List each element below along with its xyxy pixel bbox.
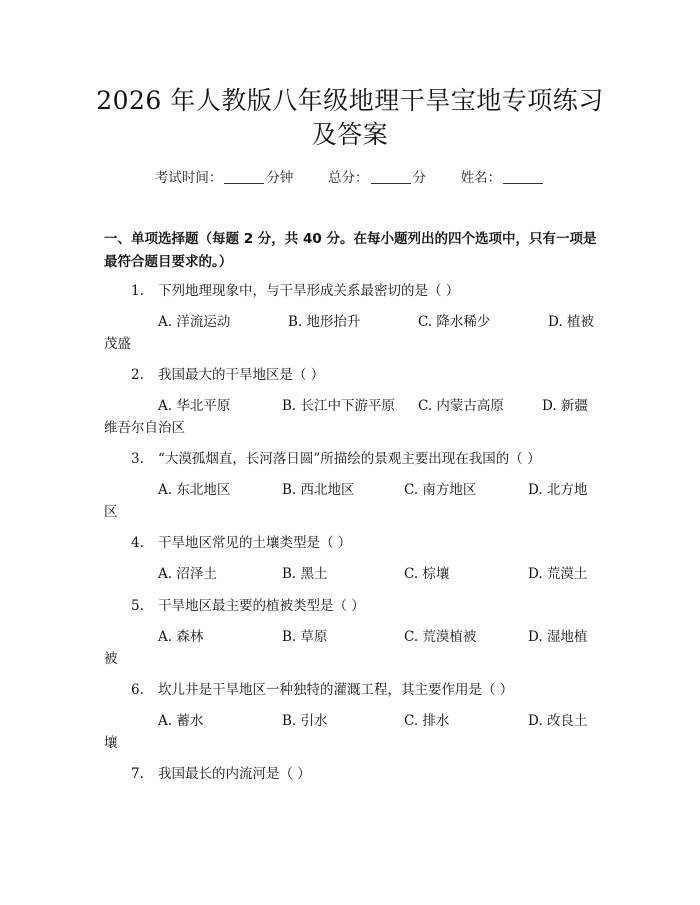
question-2: [131, 365, 601, 385]
option-c[interactable]: C. 排水: [404, 713, 450, 729]
question-7: [131, 764, 601, 784]
question-1-options: [104, 311, 600, 355]
exam-info: [0, 168, 700, 188]
question-4-options: [104, 563, 600, 585]
option-d[interactable]: D. 荒漠土: [528, 566, 588, 582]
option-a[interactable]: A. 蓄水: [158, 713, 204, 729]
time-field: [155, 168, 294, 188]
question-number: 4.: [131, 535, 144, 551]
option-b[interactable]: B. 黑土: [282, 566, 328, 582]
question-2-options: [104, 395, 600, 439]
question-text: 干旱地区常见的土壤类型是（ ）: [158, 535, 352, 551]
option-d-continued: 区: [104, 504, 118, 520]
section-heading-line-1: 一、单项选择题（每题 2 分，共 40 分。在每小题列出的四个选项中，只有一项是: [104, 231, 597, 247]
name-field: [461, 168, 546, 188]
time-unit: 分钟: [266, 170, 294, 186]
option-c[interactable]: C. 棕壤: [404, 566, 450, 582]
section-heading-line-2: 最符合题目要求的。）: [104, 254, 233, 270]
option-d[interactable]: D. 改良土: [528, 713, 588, 729]
option-a[interactable]: A. 森林: [158, 629, 204, 645]
option-a[interactable]: A. 洋流运动: [158, 314, 231, 330]
option-c[interactable]: C. 荒漠植被: [404, 629, 477, 645]
score-blank: [371, 169, 411, 184]
score-label: 总分：: [328, 170, 369, 186]
question-6: [131, 680, 601, 700]
question-text: 坎儿井是干旱地区一种独特的灌溉工程，其主要作用是（ ）: [158, 682, 514, 698]
option-d[interactable]: D. 北方地: [528, 482, 588, 498]
option-b[interactable]: B. 长江中下游平原: [282, 398, 396, 414]
option-a[interactable]: A. 沼泽土: [158, 566, 217, 582]
question-text: “大漠孤烟直，长河落日圆”所描绘的景观主要出现在我国的（ ）: [158, 451, 541, 467]
question-3-options: [104, 479, 600, 523]
option-d[interactable]: D. 植被: [548, 314, 594, 330]
option-b[interactable]: B. 西北地区: [282, 482, 355, 498]
option-c[interactable]: C. 内蒙古高原: [418, 398, 504, 414]
section-heading: [104, 228, 604, 274]
question-number: 7.: [131, 766, 144, 782]
question-number: 3.: [131, 451, 144, 467]
option-d-continued: 被: [104, 651, 118, 667]
name-label: 姓名：: [460, 170, 502, 186]
question-number: 2.: [131, 367, 144, 383]
option-c[interactable]: C. 南方地区: [404, 482, 477, 498]
option-b[interactable]: B. 草原: [282, 629, 328, 645]
question-1: [131, 281, 601, 301]
question-number: 6.: [131, 682, 144, 698]
option-d[interactable]: D. 湿地植: [528, 629, 588, 645]
question-5-options: [104, 626, 600, 670]
time-label: 考试时间：: [154, 170, 223, 186]
question-3: [131, 449, 601, 469]
score-field: [328, 168, 426, 188]
option-d-continued: 茂盛: [104, 336, 131, 352]
question-6-options: [104, 710, 600, 754]
name-blank: [503, 169, 543, 184]
option-a[interactable]: A. 东北地区: [158, 482, 231, 498]
question-5: [131, 596, 601, 616]
option-d-continued: 维吾尔自治区: [104, 420, 185, 436]
question-text: 下列地理现象中，与干旱形成关系最密切的是（ ）: [158, 283, 460, 299]
document-title-line-2: 及答案: [311, 120, 389, 149]
question-text: 我国最长的内流河是（ ）: [158, 766, 311, 782]
option-b[interactable]: B. 引水: [282, 713, 328, 729]
score-unit: 分: [412, 170, 426, 186]
option-a[interactable]: A. 华北平原: [158, 398, 231, 414]
question-number: 1.: [131, 283, 144, 299]
document-title-line-1: 2026 年人教版八年级地理干旱宝地专项练习: [96, 86, 604, 115]
time-blank: [224, 169, 264, 184]
option-d-continued: 壤: [104, 735, 118, 751]
question-number: 5.: [131, 598, 144, 614]
option-b[interactable]: B. 地形抬升: [288, 314, 361, 330]
option-d[interactable]: D. 新疆: [542, 398, 588, 414]
question-4: [131, 533, 601, 553]
question-text: 我国最大的干旱地区是（ ）: [158, 367, 325, 383]
option-c[interactable]: C. 降水稀少: [418, 314, 491, 330]
question-text: 干旱地区最主要的植被类型是（ ）: [158, 598, 365, 614]
